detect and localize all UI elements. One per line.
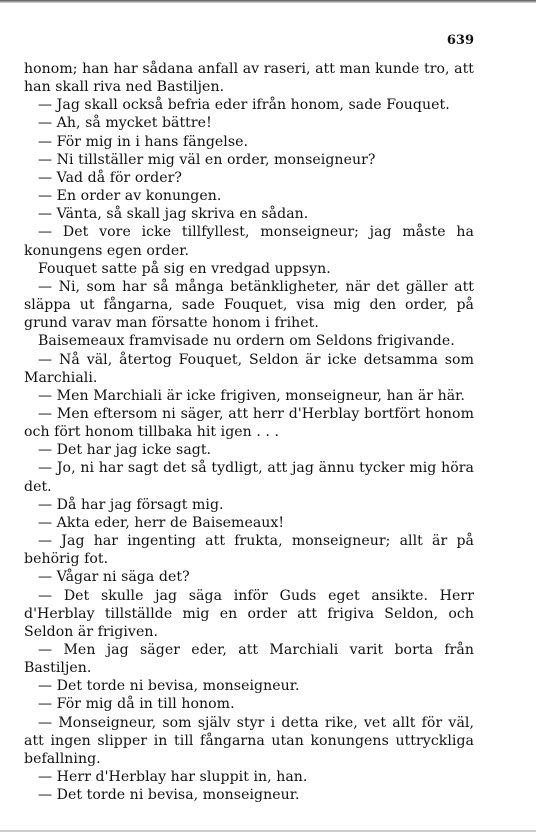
paragraph: — Jag skall också befria eder ifrån honom, sade Fouquet. <box>38 97 450 114</box>
paragraph: honom; han har sådana anfall av raseri, att man kunde tro, att han skall riva ned Bastiljen. <box>24 61 474 96</box>
paragraph: — För mig då in till honom. <box>38 696 235 713</box>
paragraph: — Vad då för order? <box>38 169 183 186</box>
paragraph: — Det vore icke tillfyllest, monseigneur; jag måste ha konungens egen order. <box>24 224 474 259</box>
paragraph: — Ah, så mycket bättre! <box>38 115 212 132</box>
paragraph: — Akta eder, herr de Baisemeaux! <box>38 514 285 531</box>
paragraph: — En order av konungen. <box>38 188 222 205</box>
paragraph: — Det torde ni bevisa, monseigneur. <box>38 787 300 804</box>
paragraph: — Ni tillställer mig väl en order, monseigneur? <box>38 151 376 168</box>
paragraph: — Men Marchiali är icke frigiven, monseigneur, han är här. <box>38 387 465 404</box>
paragraph: Baisemeaux framvisade nu ordern om Seldons frigivande. <box>38 333 455 350</box>
paragraph: — Det torde ni bevisa, monseigneur. <box>38 678 300 695</box>
paragraph: — Vänta, så skall jag skriva en sådan. <box>38 206 309 223</box>
paragraph: — Vågar ni säga det? <box>38 569 190 586</box>
paragraph: — Nå väl, återtog Fouquet, Seldon är icke detsamma som Marchiali. <box>24 351 474 386</box>
paragraph: — Jo, ni har sagt det så tydligt, att jag ännu tycker mig höra det. <box>24 460 474 495</box>
scan-top-edge <box>0 0 536 3</box>
paragraph: — Monseigneur, som själv styr i detta rike, vet allt för väl, att ingen slipper in till fångarna utan konungens uttryckliga befallning. <box>24 714 474 767</box>
paragraph: — Herr d'Herblay har sluppit in, han. <box>38 769 308 786</box>
paragraph: — Men eftersom ni säger, att herr d'Herblay bortfört honom och fört honom tillbaka hit igen . . . <box>24 405 474 441</box>
body-text <box>24 60 474 804</box>
paragraph: — För mig in i hans fängelse. <box>38 133 249 150</box>
paragraph: — Då har jag försagt mig. <box>38 496 224 513</box>
page-number: 639 <box>446 33 474 48</box>
paragraph: — Det har jag icke sagt. <box>38 442 212 459</box>
paragraph: — Jag har ingenting att frukta, monseigneur; allt är på behörig fot. <box>24 533 474 568</box>
paragraph: — Men jag säger eder, att Marchiali varit borta från Bastiljen. <box>24 642 474 677</box>
paragraph: — Ni, som har så många betänkligheter, när det gäller att släppa ut fångarna, sade Fouquet, visa mig den order, på grund varav man försatte honom i frihet. <box>24 278 474 332</box>
paragraph: — Det skulle jag säga inför Guds eget ansikte. Herr d'Herblay tillställde mig en order att frigiva Seldon, och Seldon är frigiven. <box>24 587 474 640</box>
paragraph: Fouquet satte på sig en vredgad uppsyn. <box>38 260 331 277</box>
